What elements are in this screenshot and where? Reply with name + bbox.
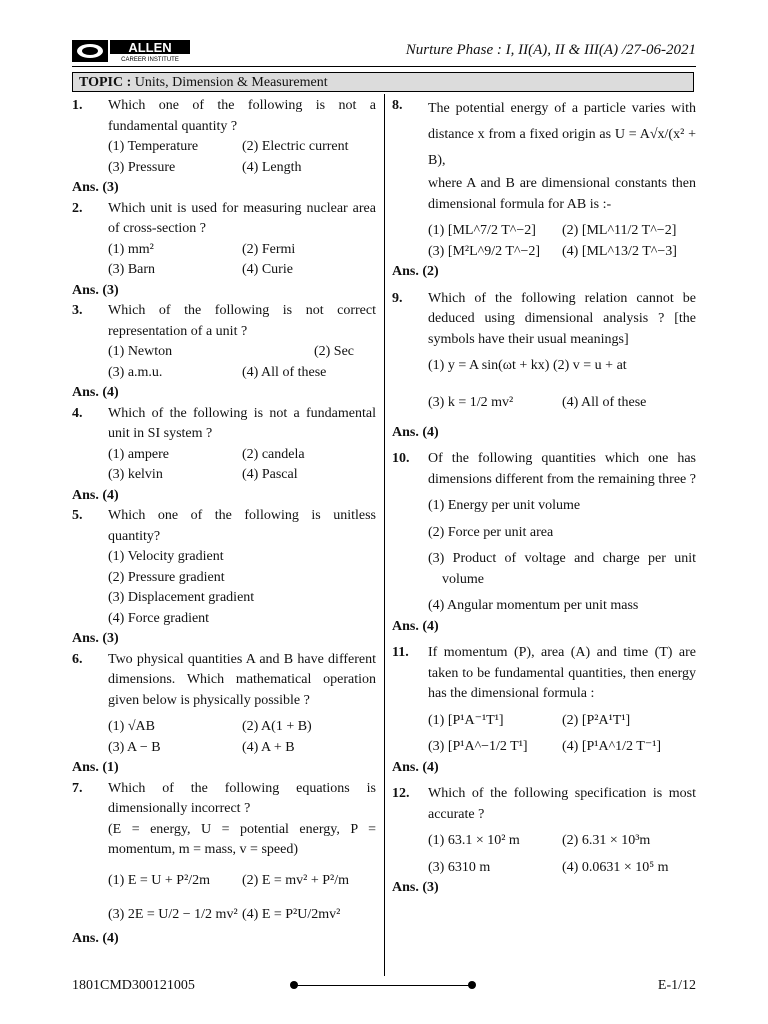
logo-subtext: CAREER INSTITUTE — [121, 57, 179, 63]
option: (1) y = A sin(ωt + kx) (2) v = u + at — [428, 358, 627, 373]
footer-dot-right — [468, 981, 476, 989]
allen-logo — [72, 38, 192, 64]
options-row — [428, 831, 696, 852]
options-row — [108, 363, 376, 384]
question-text: Which of the following equations is dimensionally incorrect ? — [108, 780, 376, 816]
page-number: E-1/12 — [657, 978, 696, 993]
option: (4) A + B — [242, 739, 295, 755]
left-column — [72, 96, 376, 949]
question-number: 11. — [392, 645, 409, 660]
answer: Ans. (2) — [392, 264, 439, 279]
question-number: 9. — [392, 290, 403, 306]
question-number: 3. — [72, 303, 83, 318]
question-text: Two physical quantities A and B have different dimensions. Which mathematical operation given below is physically possible ? — [108, 651, 376, 708]
options-row — [108, 342, 376, 363]
option: (1) [ML^7/2 T^−2] — [428, 223, 536, 238]
options-row — [428, 711, 696, 732]
option: (3) Pressure — [108, 159, 176, 175]
question-text-continued: where A and B are dimensional constants then dimensional formula for AB is :- — [428, 176, 696, 212]
topic-label: TOPIC : — [79, 75, 132, 90]
option: (4) 0.0631 × 10⁵ m — [562, 859, 669, 875]
question-text: Which unit is used for measuring nuclear area of cross-section ? — [108, 200, 376, 236]
question-7 — [72, 779, 376, 820]
option: (2) A(1 + B) — [242, 719, 312, 734]
option: (1) mm² — [108, 241, 154, 257]
options-row — [428, 737, 696, 758]
option: (1) Velocity gradient — [108, 549, 224, 564]
logo-text: ALLEN — [128, 40, 172, 55]
question-text: Which of the following is not a fundamental unit in SI system ? — [108, 405, 376, 441]
option: (1) √AB — [108, 719, 155, 734]
question-number: 1. — [72, 98, 83, 113]
question-text: Which one of the following is not a fundamental quantity ? — [108, 98, 376, 134]
question-10 — [392, 449, 696, 490]
option: (2) [P²A¹T¹] — [562, 712, 631, 728]
options-row — [428, 389, 696, 417]
answer: Ans. (4) — [72, 930, 119, 946]
option: (4) All of these — [242, 364, 327, 380]
option: (2) E = mv² + P²/m — [242, 872, 350, 888]
question-12 — [392, 784, 696, 825]
option: (4) E = P²U/2mv² — [242, 906, 341, 922]
question-text: The potential energy of a particle varies with distance x from a fixed origin as U = A√x/(x² + B), — [428, 101, 696, 168]
question-1 — [72, 96, 376, 137]
question-2 — [72, 199, 376, 240]
footer-dot-left — [290, 981, 298, 989]
option: (1) [P¹A⁻¹T¹] — [428, 712, 504, 728]
option: (4) [ML^13/2 T^−3] — [562, 243, 677, 259]
option: (3) a.m.u. — [108, 364, 163, 380]
question-legend: (E = energy, U = potential energy, P = momentum, m = mass, v = speed) — [108, 821, 376, 857]
question-6 — [72, 650, 376, 712]
option: (1) ampere — [108, 446, 170, 462]
option: (3) k = 1/2 mv² — [428, 394, 514, 410]
right-column — [392, 96, 696, 899]
question-number: 6. — [72, 651, 83, 667]
question-number: 10. — [392, 451, 410, 466]
header-rule — [72, 66, 696, 67]
option: (3) [M²L^9/2 T^−2] — [428, 243, 541, 259]
answer: Ans. (4) — [392, 759, 439, 775]
option: (3) 2E = U/2 − 1/2 mv² — [108, 906, 238, 922]
question-3 — [72, 301, 376, 342]
answer: Ans. (3) — [72, 180, 119, 195]
option: (3) [P¹A^−1/2 T¹] — [428, 739, 528, 754]
answer: Ans. (3) — [72, 631, 119, 646]
options-row — [108, 445, 376, 466]
option: (2) candela — [242, 446, 305, 462]
answer: Ans. (4) — [72, 385, 119, 400]
answer: Ans. (4) — [72, 487, 119, 503]
topic-text: Units, Dimension & Measurement — [134, 75, 328, 90]
column-divider — [384, 94, 385, 976]
options-row — [108, 901, 376, 929]
option: (2) Fermi — [242, 241, 296, 257]
question-11 — [392, 643, 696, 705]
options-row — [108, 158, 376, 179]
option: (1) 63.1 × 10² m — [428, 833, 520, 848]
question-text: If momentum (P), area (A) and time (T) are taken to be fundamental quantities, then energy has the dimensional formula : — [428, 645, 696, 701]
question-number: 5. — [72, 508, 83, 523]
option: (2) Sec — [313, 344, 354, 359]
option: (1) Newton — [108, 344, 173, 359]
option: (3) Barn — [108, 262, 156, 277]
topic-bar — [72, 72, 694, 92]
options-row — [428, 221, 696, 242]
option: (1) E = U + P²/2m — [108, 872, 211, 888]
question-number: 8. — [392, 98, 403, 113]
option: (3) Displacement gradient — [108, 590, 255, 605]
option: (4) Length — [242, 159, 302, 175]
option: (3) Product of voltage and charge per unit volume — [428, 551, 696, 587]
answer: Ans. (1) — [72, 760, 119, 775]
option: (2) Electric current — [242, 139, 349, 154]
option: (3) kelvin — [108, 467, 163, 482]
answer: Ans. (4) — [392, 618, 439, 634]
option: (3) 6310 m — [428, 859, 491, 875]
option: (1) Temperature — [108, 139, 199, 154]
question-text: Which of the following is not correct representation of a unit ? — [108, 303, 376, 339]
options-row — [108, 137, 376, 158]
option: (4) Angular momentum per unit mass — [428, 598, 639, 613]
option: (3) A − B — [108, 739, 161, 755]
options-row — [428, 242, 696, 263]
question-text: Which of the following relation cannot be deduced using dimensional analysis ? [the symbols have their usual meanings] — [428, 290, 696, 347]
footer-code: 1801CMD300121005 — [72, 978, 195, 993]
options-row — [108, 465, 376, 486]
option: (4) Force gradient — [108, 610, 210, 626]
option: (4) [P¹A^1/2 T⁻¹] — [562, 739, 662, 754]
options-row — [108, 717, 376, 738]
question-text: Which of the following specification is most accurate ? — [428, 786, 696, 822]
answer: Ans. (3) — [72, 282, 119, 298]
option: (4) Pascal — [242, 467, 298, 482]
options-row — [108, 738, 376, 759]
question-5 — [72, 506, 376, 547]
options-row — [108, 240, 376, 261]
option: (2) [ML^11/2 T^−2] — [562, 223, 677, 238]
question-number: 12. — [392, 786, 410, 801]
question-text: Which one of the following is unitless quantity? — [108, 508, 376, 544]
question-number: 7. — [72, 780, 83, 796]
option: (2) Force per unit area — [428, 524, 554, 540]
question-4 — [72, 404, 376, 445]
footer-rule — [294, 985, 472, 986]
options-row — [108, 260, 376, 281]
option: (4) Curie — [242, 262, 293, 277]
answer: Ans. (3) — [392, 880, 439, 895]
options-row — [428, 858, 696, 879]
question-8 — [392, 96, 696, 174]
question-number: 4. — [72, 405, 83, 421]
answer: Ans. (4) — [392, 424, 439, 440]
question-number: 2. — [72, 200, 83, 216]
question-text: Of the following quantities which one has dimensions different from the remaining three ? — [428, 451, 696, 487]
options-row — [108, 867, 376, 895]
option: (4) All of these — [562, 394, 647, 410]
question-9 — [392, 289, 696, 351]
option: (1) Energy per unit volume — [428, 498, 581, 513]
phase-header: Nurture Phase : I, II(A), II & III(A) /27-06-2021 — [405, 42, 696, 58]
option: (2) 6.31 × 10³m — [562, 833, 651, 848]
option: (2) Pressure gradient — [108, 569, 225, 585]
